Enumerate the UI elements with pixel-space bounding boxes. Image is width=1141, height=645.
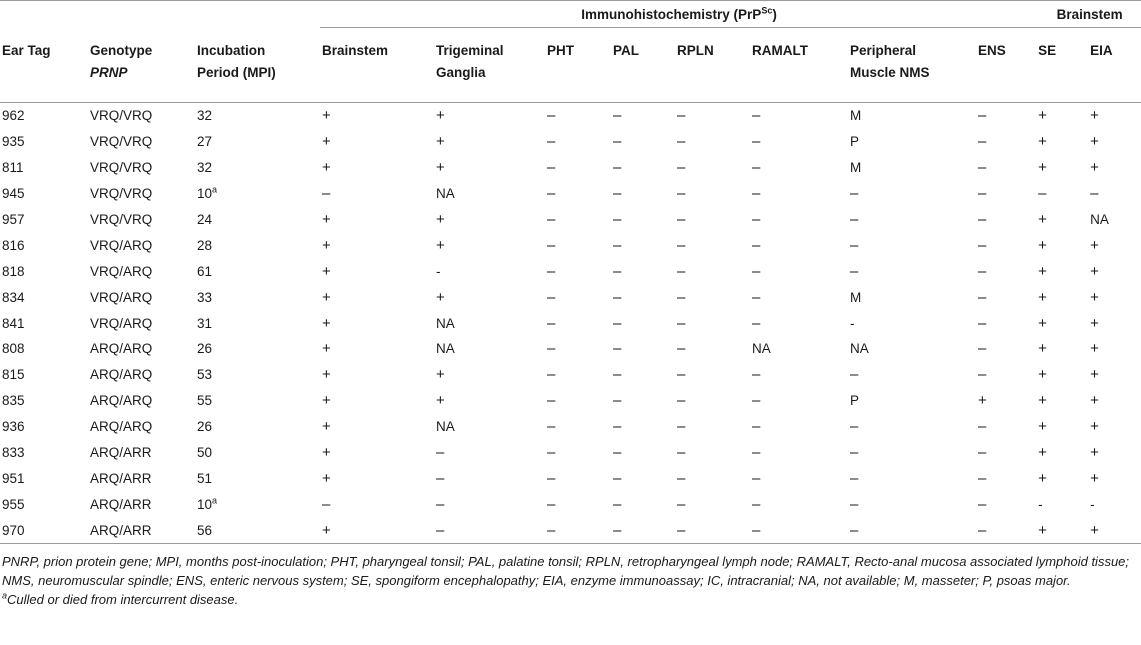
cell-genotype: ARQ/ARR	[90, 496, 152, 512]
cell-tag: 935	[2, 134, 25, 150]
cell-ens: –	[978, 495, 987, 513]
cell-tg: –	[436, 495, 445, 513]
cell-mpi-value: 26	[197, 419, 213, 435]
cell-nms: M	[850, 289, 862, 305]
cell-pht: –	[547, 340, 556, 358]
cell-mpi	[195, 232, 320, 258]
cell-genotype: VRQ/ARQ	[90, 289, 153, 305]
group-header-immunohistochemistry	[320, 1, 1036, 28]
cell-mpi	[195, 465, 320, 491]
cell-bs: –	[322, 185, 331, 203]
cell-pal: –	[613, 366, 622, 384]
table-row	[0, 207, 1141, 233]
cell-ens: –	[978, 366, 987, 384]
cell-bs: +	[322, 314, 331, 332]
col-trigeminal-line2: Ganglia	[436, 65, 486, 80]
group-header-spacer	[0, 1, 320, 28]
cell-nms: –	[850, 185, 859, 203]
cell-eia: -	[1090, 496, 1095, 512]
cell-ens: –	[978, 107, 987, 125]
cell-mpi-value: 26	[197, 341, 213, 357]
cell-nms: –	[850, 469, 859, 487]
cell-eia: +	[1090, 392, 1099, 410]
cell-nms: –	[850, 418, 859, 436]
cell-genotype: ARQ/ARQ	[90, 367, 153, 383]
cell-mpi	[195, 181, 320, 207]
cell-mpi-value: 56	[197, 522, 213, 538]
col-genotype	[88, 28, 195, 103]
col-brainstem: Brainstem	[320, 28, 434, 103]
cell-ramalt: –	[752, 392, 761, 410]
ihc-group-close: )	[772, 6, 777, 22]
cell-pal: –	[613, 340, 622, 358]
cell-ramalt: –	[752, 185, 761, 203]
footnote-a-text: Culled or died from intercurrent disease.	[7, 592, 239, 608]
table-row	[0, 388, 1141, 414]
cell-se: +	[1038, 340, 1047, 358]
col-eia: EIA	[1088, 28, 1141, 103]
cell-tag: 834	[2, 289, 25, 305]
cell-pht: –	[547, 418, 556, 436]
cell-tag: 962	[2, 108, 25, 124]
table-footnotes	[0, 544, 1141, 609]
cell-pht: –	[545, 517, 611, 543]
cell-se: +	[1038, 314, 1047, 332]
cell-ramalt: NA	[752, 341, 771, 357]
cell-nms: –	[848, 517, 976, 543]
cell-pal: –	[613, 392, 622, 410]
cell-eia: +	[1090, 107, 1099, 125]
cell-genotype: ARQ/ARQ	[90, 393, 153, 409]
cell-genotype: VRQ/VRQ	[90, 186, 153, 202]
cell-tg: NA	[436, 341, 455, 357]
cell-ramalt: –	[752, 262, 761, 280]
cell-ens: –	[978, 185, 987, 203]
cell-mpi	[195, 336, 320, 362]
cell-eia: +	[1090, 444, 1099, 462]
cell-genotype: VRQ/ARQ	[90, 263, 153, 279]
cell-pal: –	[613, 495, 622, 513]
cell-mpi	[195, 414, 320, 440]
cell-pht: –	[547, 495, 556, 513]
cell-pht: –	[547, 288, 556, 306]
cell-nms: M	[850, 160, 862, 176]
cell-ramalt: –	[752, 159, 761, 177]
cell-bs: +	[322, 236, 331, 254]
cell-bs: +	[320, 517, 434, 543]
cell-mpi	[195, 258, 320, 284]
cell-ens: –	[978, 133, 987, 151]
cell-rpln: –	[677, 495, 686, 513]
cell-bs: +	[322, 366, 331, 384]
cell-rpln: –	[677, 211, 686, 228]
cell-mpi-footnote-marker: a	[212, 495, 218, 506]
cell-ramalt: –	[752, 314, 761, 332]
cell-rpln: –	[677, 418, 686, 436]
cell-ens: –	[978, 314, 987, 332]
cell-mpi-value: 32	[197, 108, 213, 124]
table-row	[0, 232, 1141, 258]
table-row	[0, 258, 1141, 284]
cell-se: +	[1038, 133, 1047, 151]
cell-mpi	[195, 155, 320, 181]
cell-tag: 955	[2, 496, 25, 512]
cell-genotype: ARQ/ARQ	[90, 341, 153, 357]
cell-mpi	[195, 440, 320, 466]
cell-ramalt: –	[752, 211, 761, 228]
cell-nms: –	[850, 262, 859, 280]
cell-tg: NA	[436, 419, 455, 435]
cell-se: +	[1038, 444, 1047, 462]
cell-mpi	[195, 207, 320, 233]
cell-pal: –	[613, 444, 622, 462]
cell-ramalt: –	[752, 288, 761, 306]
cell-pal: –	[613, 469, 622, 487]
cell-pal: –	[613, 236, 622, 254]
cell-ens: –	[978, 236, 987, 254]
cell-se: +	[1038, 288, 1047, 306]
cell-pht: –	[547, 107, 556, 125]
col-genotype-sub: PRNP	[90, 64, 128, 80]
cell-tag: 835	[2, 393, 25, 409]
cell-mpi-value: 31	[197, 315, 213, 331]
group-header-row	[0, 1, 1141, 28]
cell-se: +	[1038, 366, 1047, 384]
cell-tag: 816	[2, 237, 25, 253]
cell-tag: 970	[0, 517, 88, 543]
cell-ens: –	[978, 469, 987, 487]
footnote-a-marker: a	[2, 590, 8, 601]
cell-tag: 815	[2, 367, 25, 383]
cell-bs: +	[322, 288, 331, 306]
cell-pht: –	[547, 133, 556, 151]
col-trigeminal-line1: Trigeminal	[436, 43, 504, 58]
cell-bs: +	[322, 340, 331, 358]
cell-genotype: ARQ/ARQ	[90, 419, 153, 435]
cell-rpln: –	[677, 314, 686, 332]
table-row	[0, 414, 1141, 440]
cell-pht: –	[547, 366, 556, 384]
group-header-brainstem: Brainstem	[1036, 1, 1141, 28]
cell-se: +	[1038, 107, 1047, 125]
cell-bs: –	[322, 495, 331, 513]
cell-pal: –	[613, 185, 622, 203]
cell-genotype: VRQ/VRQ	[90, 134, 153, 150]
cell-mpi-value: 33	[197, 289, 213, 305]
cell-tg: –	[436, 469, 445, 487]
cell-tag: 951	[2, 470, 25, 486]
cell-pht: –	[547, 262, 556, 280]
col-incubation-line1: Incubation	[197, 42, 266, 58]
col-muscle-line2: Muscle NMS	[850, 65, 930, 80]
cell-bs: +	[322, 262, 331, 280]
cell-mpi-value: 32	[197, 160, 213, 176]
cell-nms: –	[850, 444, 859, 462]
table-row	[0, 465, 1141, 491]
cell-mpi	[195, 517, 320, 543]
cell-genotype: VRQ/VRQ	[90, 160, 153, 176]
col-trigeminal	[434, 28, 545, 103]
cell-eia: +	[1090, 469, 1099, 487]
cell-tg: –	[436, 444, 445, 462]
table-row	[0, 517, 1141, 543]
cell-eia: +	[1090, 418, 1099, 436]
cell-eia: +	[1090, 159, 1099, 177]
table-row	[0, 440, 1141, 466]
cell-ens: –	[976, 517, 1036, 543]
cell-mpi	[195, 388, 320, 414]
cell-pal: –	[613, 314, 622, 332]
cell-pal: –	[613, 418, 622, 436]
cell-pht: –	[547, 159, 556, 177]
cell-mpi	[195, 362, 320, 388]
table-body	[0, 103, 1141, 544]
cell-bs: +	[322, 444, 331, 462]
cell-mpi	[195, 129, 320, 155]
cell-se: –	[1038, 185, 1047, 203]
cell-mpi-value: 51	[197, 470, 213, 486]
cell-ramalt: –	[752, 444, 761, 462]
cell-ens: –	[978, 418, 987, 436]
cell-mpi-value: 28	[197, 237, 213, 253]
col-muscle-nms	[848, 28, 976, 103]
col-incubation	[195, 28, 320, 103]
cell-rpln: –	[677, 469, 686, 487]
cell-tg: -	[436, 263, 441, 279]
cell-tag: 833	[2, 445, 25, 461]
cell-bs: +	[322, 159, 331, 177]
cell-nms: –	[850, 236, 859, 254]
col-incubation-line2: Period (MPI)	[197, 64, 276, 80]
table-row	[0, 310, 1141, 336]
cell-eia: +	[1090, 314, 1099, 332]
cell-rpln: –	[677, 392, 686, 410]
cell-tg: NA	[436, 315, 455, 331]
cell-tg: +	[436, 288, 445, 306]
col-ramalt: RAMALT	[750, 28, 848, 103]
cell-bs: +	[322, 133, 331, 151]
cell-mpi-value: 10	[197, 186, 213, 202]
cell-mpi-value: 10	[197, 496, 213, 512]
cell-rpln: –	[677, 185, 686, 203]
cell-nms: P	[850, 393, 860, 409]
cell-tg: +	[436, 107, 445, 125]
cell-se: +	[1036, 517, 1088, 543]
cell-eia: +	[1088, 517, 1141, 543]
cell-ens: +	[978, 392, 987, 410]
cell-tg: +	[436, 366, 445, 384]
cell-tg: –	[434, 517, 545, 543]
cell-nms: –	[850, 366, 859, 384]
cell-genotype: VRQ/ARQ	[90, 237, 153, 253]
cell-ramalt: –	[752, 107, 761, 125]
cell-nms: M	[850, 108, 862, 124]
cell-se: +	[1038, 418, 1047, 436]
table-row	[0, 129, 1141, 155]
cell-eia: +	[1090, 340, 1099, 358]
cell-ens: –	[978, 211, 987, 228]
col-ear-tag: Ear Tag	[0, 28, 88, 103]
cell-rpln: –	[677, 366, 686, 384]
cell-se: +	[1038, 469, 1047, 487]
cell-nms: P	[850, 134, 860, 150]
cell-nms: -	[850, 315, 855, 331]
cell-genotype: ARQ/ARR	[90, 470, 152, 486]
cell-se: +	[1038, 236, 1047, 254]
cell-tag: 841	[2, 315, 25, 331]
col-genotype-label: Genotype	[90, 42, 153, 58]
table-row	[0, 155, 1141, 181]
cell-rpln: –	[677, 159, 686, 177]
cell-rpln: –	[677, 133, 686, 151]
cell-se: +	[1038, 159, 1047, 177]
cell-bs: +	[322, 211, 331, 228]
cell-mpi-footnote-marker: a	[212, 184, 218, 195]
cell-ramalt: –	[752, 469, 761, 487]
cell-se: +	[1038, 392, 1047, 410]
col-pal: PAL	[611, 28, 675, 103]
cell-mpi-value: 53	[197, 367, 213, 383]
cell-genotype: VRQ/VRQ	[90, 212, 153, 227]
table-row	[0, 362, 1141, 388]
cell-pht: –	[547, 314, 556, 332]
cell-rpln: –	[677, 340, 686, 358]
table-row	[0, 284, 1141, 310]
table-row	[0, 103, 1141, 129]
footnote-abbreviations: PNRP, prion protein gene; MPI, months post-inoculation; PHT, pharyngeal tonsil; PAL, palatine tonsil; RPLN, retropharyngeal lymph node; RAMALT, Recto-anal mucosa associated lymphoid tissue; NMS, neuromuscular spindle; ENS, enteric nervous system; SE, spongiform encephalopathy; EIA, enzyme immunoassay; IC, intracranial; NA, not available; M, masseter; P, psoas major.	[2, 554, 1130, 589]
cell-eia: –	[1090, 185, 1099, 203]
col-se: SE	[1036, 28, 1088, 103]
cell-tg: NA	[436, 186, 455, 202]
cell-eia: +	[1090, 262, 1099, 280]
cell-pht: –	[547, 469, 556, 487]
cell-ens: –	[978, 340, 987, 358]
cell-tag: 811	[2, 160, 24, 176]
cell-ramalt: –	[750, 517, 848, 543]
cell-pal: –	[613, 159, 622, 177]
cell-tg: +	[436, 236, 445, 254]
cell-bs: +	[322, 107, 331, 125]
cell-rpln: –	[677, 236, 686, 254]
ihc-group-label: Immunohistochemistry (PrP	[581, 6, 762, 22]
cell-ramalt: –	[752, 418, 761, 436]
cell-pal: –	[611, 517, 675, 543]
cell-eia: NA	[1090, 212, 1109, 227]
cell-mpi	[195, 284, 320, 310]
cell-se: +	[1038, 211, 1047, 228]
cell-eia: +	[1090, 366, 1099, 384]
cell-bs: +	[322, 469, 331, 487]
col-ens: ENS	[976, 28, 1036, 103]
column-header-row	[0, 28, 1141, 103]
cell-rpln: –	[677, 262, 686, 280]
cell-tag: 957	[2, 212, 25, 227]
cell-pht: –	[547, 211, 556, 228]
cell-nms: –	[850, 211, 859, 228]
cell-eia: +	[1090, 236, 1099, 254]
cell-rpln: –	[677, 288, 686, 306]
cell-eia: +	[1090, 133, 1099, 151]
cell-bs: +	[322, 392, 331, 410]
cell-se: +	[1038, 262, 1047, 280]
cell-ramalt: –	[752, 236, 761, 254]
table-row	[0, 181, 1141, 207]
table-row	[0, 336, 1141, 362]
cell-mpi-value: 55	[197, 393, 213, 409]
cell-ens: –	[978, 159, 987, 177]
cell-tg: +	[436, 133, 445, 151]
cell-tag: 818	[2, 263, 25, 279]
cell-mpi-value: 61	[197, 263, 213, 279]
cell-ramalt: –	[752, 495, 761, 513]
cell-eia: +	[1090, 288, 1099, 306]
cell-genotype: VRQ/ARQ	[90, 315, 153, 331]
cell-mpi	[195, 103, 320, 129]
cell-ens: –	[978, 444, 987, 462]
cell-rpln: –	[677, 444, 686, 462]
cell-pal: –	[613, 133, 622, 151]
cell-tg: +	[436, 211, 445, 228]
cell-mpi-value: 50	[197, 445, 213, 461]
cell-nms: NA	[850, 341, 869, 357]
cell-ramalt: –	[752, 133, 761, 151]
cell-tag: 936	[2, 419, 25, 435]
cell-mpi-value: 24	[197, 212, 213, 227]
footnote-a	[2, 590, 1137, 609]
col-muscle-line1: Peripheral	[850, 43, 917, 58]
cell-mpi	[195, 310, 320, 336]
cell-genotype: VRQ/VRQ	[90, 108, 153, 124]
table-row	[0, 491, 1141, 517]
cell-rpln: –	[675, 517, 750, 543]
cell-tag: 945	[2, 186, 25, 202]
col-pht: PHT	[545, 28, 611, 103]
cell-rpln: –	[677, 107, 686, 125]
cell-mpi	[195, 491, 320, 517]
cell-pht: –	[547, 236, 556, 254]
cell-pht: –	[547, 392, 556, 410]
cell-pal: –	[613, 288, 622, 306]
cell-pht: –	[547, 185, 556, 203]
cell-genotype: ARQ/ARR	[90, 445, 152, 461]
cell-pal: –	[613, 211, 622, 228]
cell-tg: +	[436, 159, 445, 177]
ihc-group-sup: Sc	[761, 5, 773, 15]
cell-pal: –	[613, 262, 622, 280]
cell-tag: 808	[2, 341, 25, 357]
col-rpln: RPLN	[675, 28, 750, 103]
cell-ens: –	[978, 288, 987, 306]
cell-ramalt: –	[752, 366, 761, 384]
cell-se: -	[1038, 496, 1043, 512]
cell-genotype: ARQ/ARR	[88, 517, 195, 543]
cell-nms: –	[850, 495, 859, 513]
cell-bs: +	[322, 418, 331, 436]
cell-pal: –	[613, 107, 622, 125]
cell-ens: –	[978, 262, 987, 280]
cell-pht: –	[547, 444, 556, 462]
cell-mpi-value: 27	[197, 134, 213, 150]
cell-tg: +	[436, 392, 445, 410]
